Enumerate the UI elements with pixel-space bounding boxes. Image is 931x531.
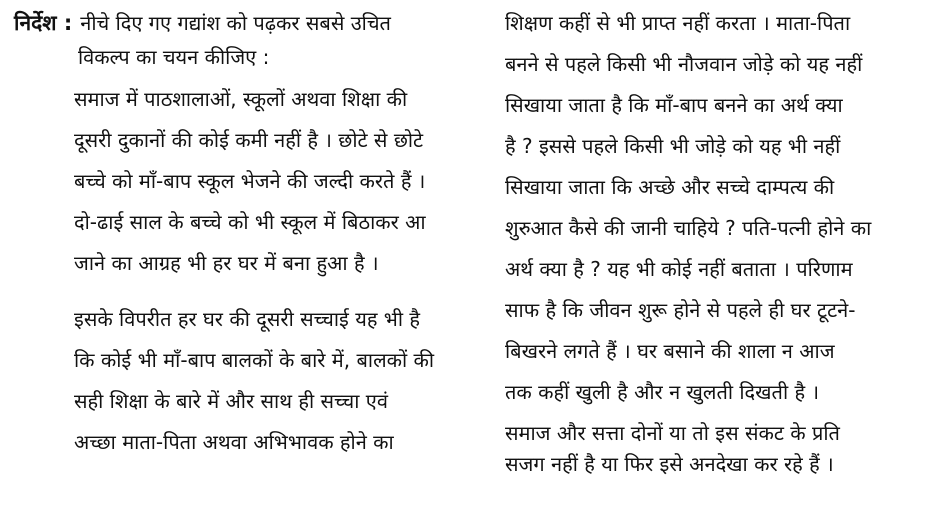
passage-right-line-8: साफ है कि जीवन शुरू होने से पहले ही घर टूटने-	[505, 298, 856, 322]
passage-right-line-6: शुरुआत कैसे की जानी चाहिये ? पति-पत्नी होने का	[505, 216, 872, 240]
passage-right-line-2: बनने से पहले किसी भी नौजवान जोड़े को यह नहीं	[505, 52, 863, 76]
passage-right-line-7: अर्थ क्या है ? यह भी कोई नहीं बताता । परिणाम	[505, 257, 853, 281]
passage-left-line-3: बच्चे को माँ-बाप स्कूल भेजने की जल्दी करते हैं ।	[74, 169, 426, 193]
passage-right-line-9: बिखरने लगते हैं । घर बसाने की शाला न आज	[505, 339, 835, 363]
passage-right-line-10: तक कहीं खुली है और न खुलती दिखती है ।	[505, 380, 820, 404]
passage-left-line-5: जाने का आग्रह भी हर घर में बना हुआ है ।	[74, 251, 379, 275]
passage-right-line-11: समाज और सत्ता दोनों या तो इस संकट के प्रति	[505, 421, 840, 445]
passage-left-line-6: इसके विपरीत हर घर की दूसरी सच्चाई यह भी है	[74, 307, 421, 331]
passage-left-line-7: कि कोई भी माँ-बाप बालकों के बारे में, बालकों की	[74, 348, 435, 372]
passage-left-line-9: अच्छा माता-पिता अथवा अभिभावक होने का	[74, 430, 394, 454]
passage-right-line-4: है ? इससे पहले किसी भी जोड़े को यह भी नहीं	[505, 134, 841, 158]
passage-right-line-3: सिखाया जाता है कि माँ-बाप बनने का अर्थ क्या	[505, 93, 843, 117]
passage-right-line-1: शिक्षण कहीं से भी प्राप्त नहीं करता । माता-पिता	[505, 11, 851, 35]
instruction-block	[14, 10, 391, 36]
passage-right-line-12: सजग नहीं है या फिर इसे अनदेखा कर रहे हैं ।	[505, 452, 834, 476]
passage-left-line-4: दो-ढाई साल के बच्चे को भी स्कूल में बिठाकर आ	[74, 210, 426, 234]
passage-left-line-8: सही शिक्षा के बारे में और साथ ही सच्चा एवं	[74, 389, 388, 413]
instruction-line-1: नीचे दिए गए गद्यांश को पढ़कर सबसे उचित	[80, 11, 391, 35]
passage-left-line-2: दूसरी दुकानों की कोई कमी नहीं है । छोटे से छोटे	[74, 128, 424, 152]
instruction-label: निर्देश :	[14, 11, 73, 35]
passage-right-line-5: सिखाया जाता कि अच्छे और सच्चे दाम्पत्य की	[505, 175, 835, 199]
instruction-line-2: विकल्प का चयन कीजिए :	[78, 45, 270, 69]
right-column	[505, 0, 925, 531]
passage-left-line-1: समाज में पाठशालाओं, स्कूलों अथवा शिक्षा की	[74, 87, 408, 111]
